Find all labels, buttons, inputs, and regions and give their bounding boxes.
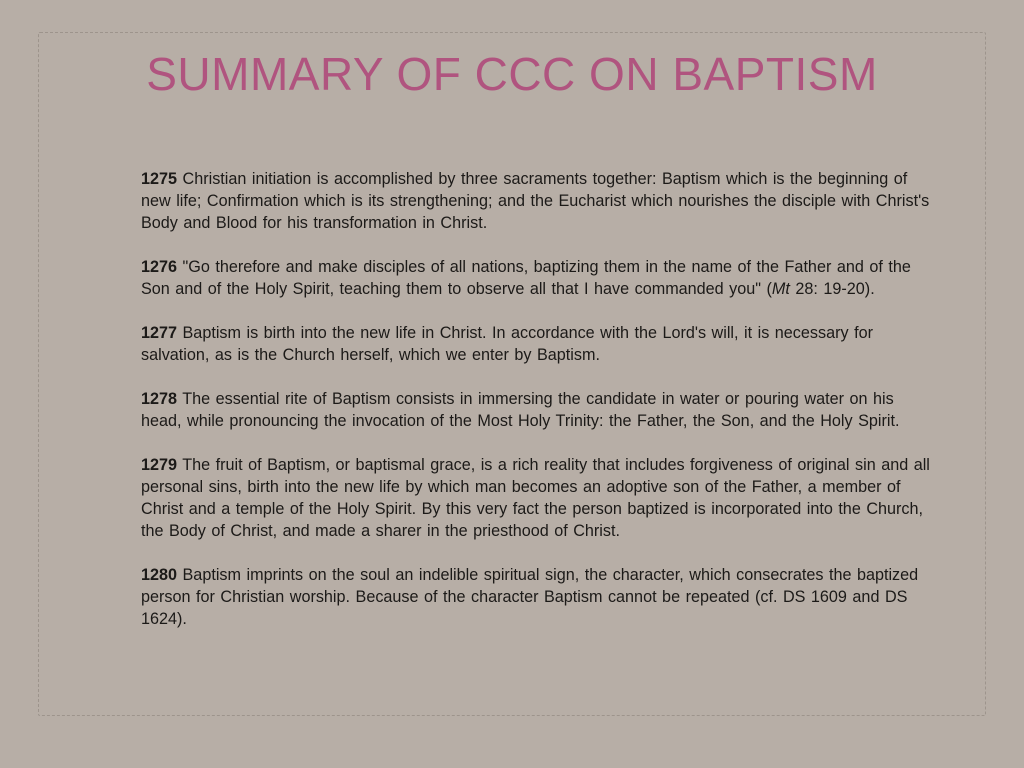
- paragraph-text: "Go therefore and make disciples of all nations, baptizing them in the name of the Father and of the Son and of the Holy Spirit, teaching them to observe all that I have commanded you" (: [141, 258, 911, 298]
- paragraph-text: Christian initiation is accomplished by three sacraments together: Baptism which is the beginning of new life; Confirmation which is its strengthening; and the Eucharist which nourishes the disciple with Christ's Body and Blood for his transformation in Christ.: [141, 170, 930, 232]
- paragraph-number: 1275: [141, 170, 178, 188]
- paragraph-1276: [141, 256, 931, 300]
- slide-title: SUMMARY OF CCC ON BAPTISM: [146, 48, 878, 100]
- slide-body: [141, 168, 931, 652]
- paragraph-text: The fruit of Baptism, or baptismal grace, is a rich reality that includes forgiveness of original sin and all personal sins, birth into the new life by which man becomes an adoptive son of the Father, a member of Christ and a temple of the Holy Spirit. By this very fact the person baptized is incorporated into the Church, the Body of Christ, and made a sharer in the priesthood of Christ.: [141, 456, 930, 540]
- paragraph-text: The essential rite of Baptism consists in immersing the candidate in water or pouring water on his head, while pronouncing the invocation of the Most Holy Trinity: the Father, the Son, and the Holy Spirit.: [141, 390, 900, 430]
- paragraph-1278: [141, 388, 931, 432]
- paragraph-1279: [141, 454, 931, 542]
- paragraph-text-after: 28: 19-20).: [789, 280, 875, 298]
- paragraph-number: 1279: [141, 456, 178, 474]
- paragraph-number: 1277: [141, 324, 178, 342]
- paragraph-number: 1280: [141, 566, 178, 584]
- paragraph-1275: [141, 168, 931, 234]
- scripture-reference: Mt: [771, 280, 790, 298]
- paragraph-number: 1278: [141, 390, 178, 408]
- paragraph-1280: [141, 564, 931, 630]
- paragraph-text: Baptism imprints on the soul an indelible spiritual sign, the character, which consecrates the baptized person for Christian worship. Because of the character Baptism cannot be repeated (cf. DS 1609 and DS 1624).: [141, 566, 919, 628]
- paragraph-1277: [141, 322, 931, 366]
- paragraph-number: 1276: [141, 258, 178, 276]
- paragraph-text: Baptism is birth into the new life in Christ. In accordance with the Lord's will, it is necessary for salvation, as is the Church herself, which we enter by Baptism.: [141, 324, 873, 364]
